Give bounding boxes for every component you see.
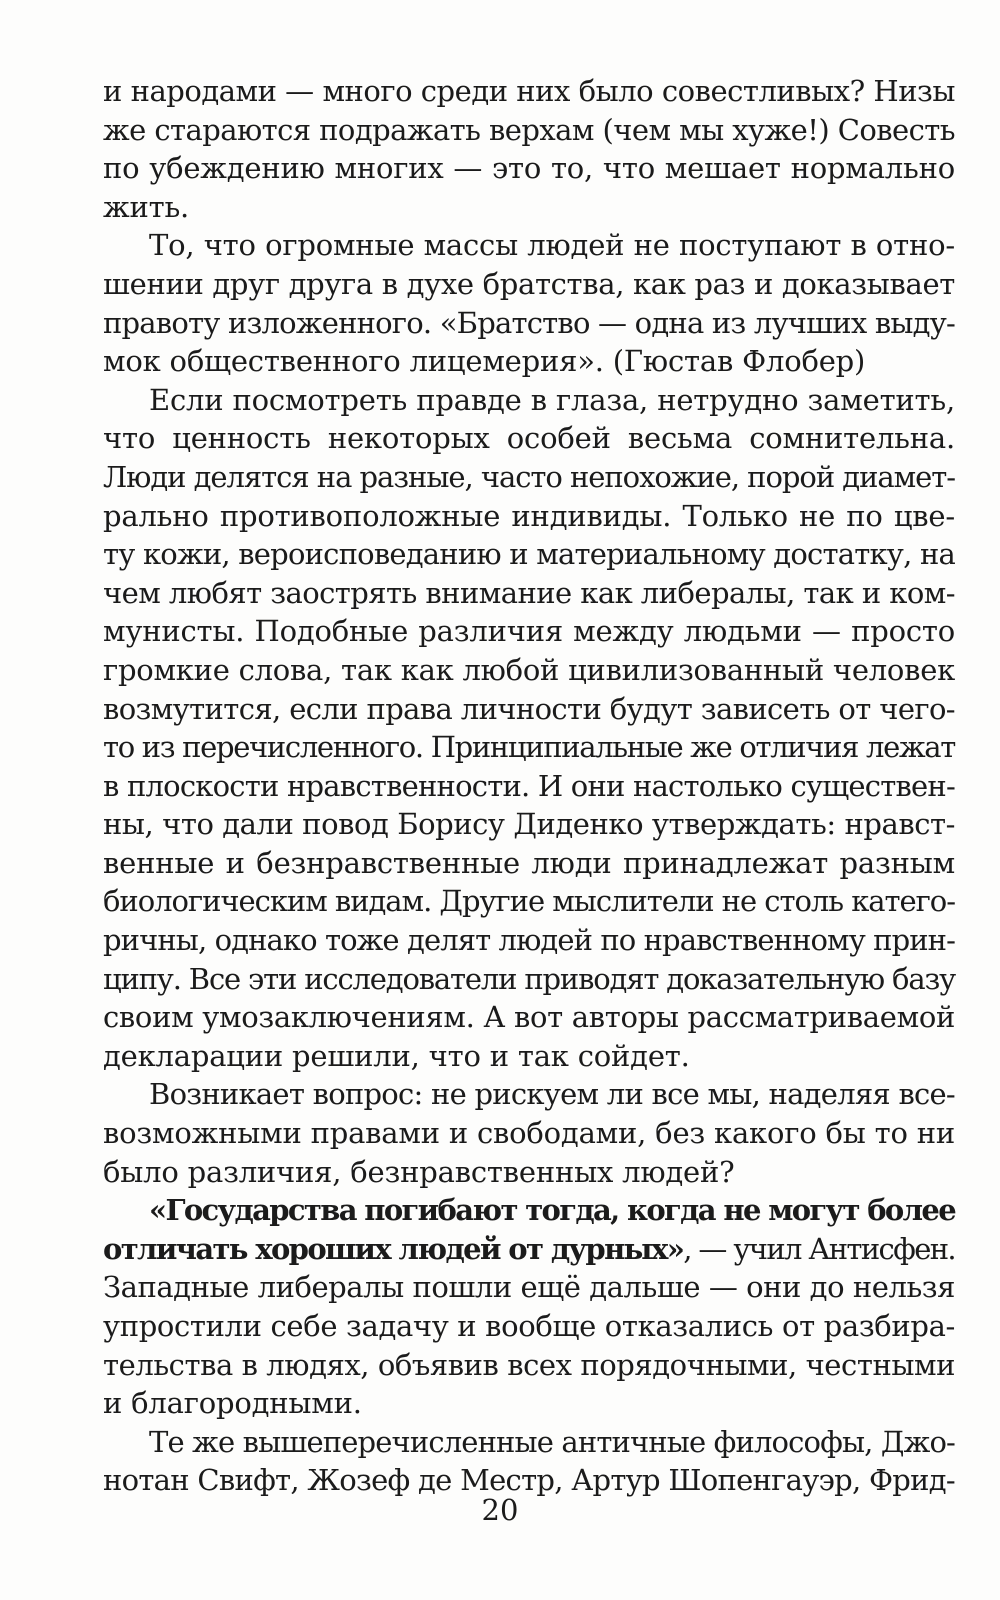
- text-line: декларации решили, что и так сойдет.: [103, 1038, 690, 1073]
- text-line: своим умозаключениям. А вот авторы рассматриваемой: [103, 1000, 955, 1035]
- text-line: шении друг друга в духе братства, как раз и доказывает: [103, 266, 955, 301]
- text-line: Люди делятся на разные, часто непохожие, порой диамет-: [103, 459, 955, 494]
- page-number: 20: [481, 1493, 519, 1527]
- text-line: было различия, безнравственных людей?: [103, 1154, 735, 1189]
- quote-attribution: , — учил Антисфен.: [683, 1231, 955, 1266]
- text-line: чем любят заострять внимание как либералы, так и ком-: [103, 575, 955, 610]
- text-line: Если посмотреть правде в глаза, нетрудно заметить,: [149, 382, 955, 417]
- text-line: и народами — много среди них было совестливых? Низы: [103, 74, 955, 108]
- text-line: нотан Свифт, Жозеф де Местр, Артур Шопенгауэр, Фрид-: [103, 1463, 955, 1498]
- text-line: правоту изложенного. «Братство — одна из лучших выду-: [103, 305, 955, 340]
- text-line: что ценность некоторых особей весьма сомнительна.: [103, 421, 955, 456]
- text-line: то из перечисленного. Принципиальные же отличия лежат: [103, 730, 955, 765]
- text-line: рально противоположные индивиды. Только не по цве-: [103, 498, 955, 533]
- text-line: и благородными.: [103, 1386, 362, 1421]
- quote-line-with-attribution: [103, 1230, 955, 1269]
- text-line: в плоскости нравственности. И они настолько существен-: [103, 768, 955, 803]
- body-text: [103, 72, 955, 1500]
- text-line: биологическим видам. Другие мыслители не столь катего-: [103, 884, 955, 919]
- text-line: ту кожи, вероисповеданию и материальному достатку, на: [103, 537, 955, 572]
- text-line: по убеждению многих — это то, что мешает нормально: [103, 151, 955, 186]
- text-line: возможными правами и свободами, без какого бы то ни: [103, 1116, 955, 1151]
- quote-line: «Государства погибают тогда, когда не могут более: [149, 1193, 955, 1228]
- text-line: То, что огромные массы людей не поступают в отно-: [149, 228, 955, 263]
- text-line: упростили себе задачу и вообще отказались от разбира-: [103, 1309, 955, 1343]
- text-line: ны, что дали повод Борису Диденко утверждать: нравст-: [103, 807, 955, 842]
- text-line: Возникает вопрос: не рискуем ли все мы, наделяя все-: [149, 1077, 955, 1112]
- text-line: ричны, однако тоже делят людей по нравственному прин-: [103, 923, 955, 958]
- text-line: мунисты. Подобные различия между людьми — просто: [103, 614, 955, 649]
- text-line: венные и безнравственные люди принадлежат разным: [103, 845, 955, 880]
- text-line: жить.: [103, 189, 190, 224]
- text-line: тельства в людях, объявив всех порядочными, честными: [103, 1347, 955, 1382]
- text-line: ципу. Все эти исследователи приводят доказательную базу: [103, 961, 955, 996]
- text-line: Те же вышеперечисленные античные философы, Джо-: [149, 1424, 955, 1459]
- text-line: же стараются подражать верхам (чем мы хуже!) Совесть: [103, 112, 955, 147]
- text-line: возмутится, если права личности будут зависеть от чего-: [103, 691, 955, 726]
- quote-text: отличать хороших людей от дурных»: [103, 1231, 684, 1266]
- text-line: Западные либералы пошли ещё дальше — они до нельзя: [103, 1270, 955, 1305]
- text-line: мок общественного лицемерия». (Гюстав Флобер): [103, 344, 866, 379]
- text-line: громкие слова, так как любой цивилизованный человек: [103, 652, 956, 687]
